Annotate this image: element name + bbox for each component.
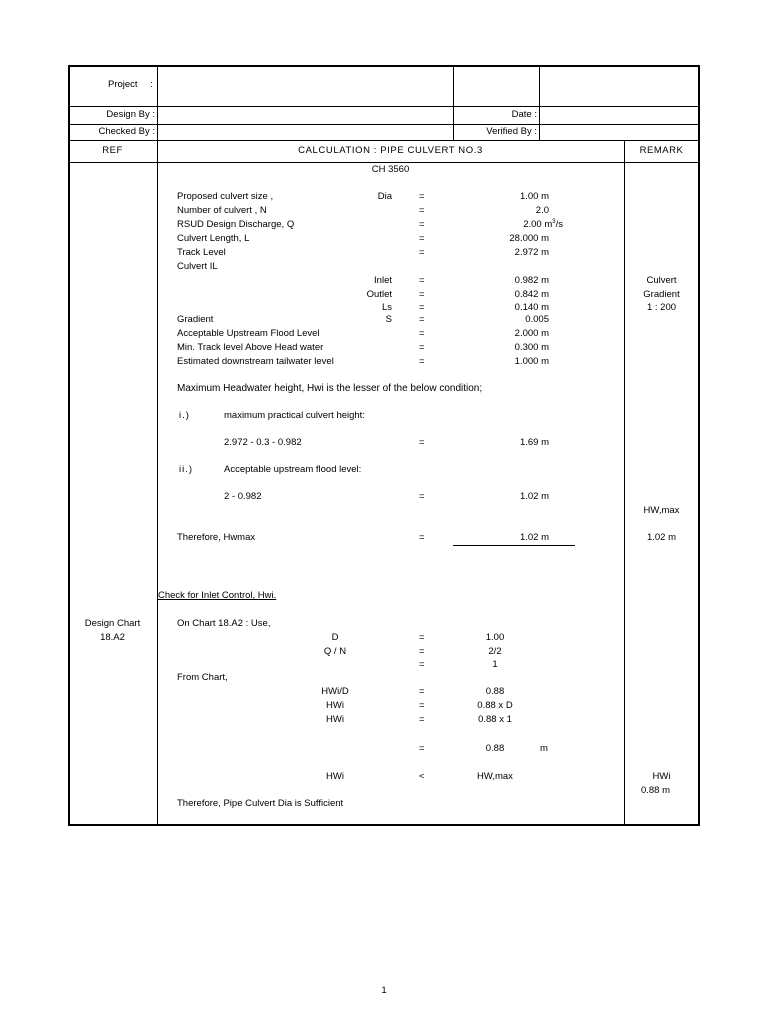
param-label: Min. Track level Above Head water bbox=[177, 342, 324, 353]
remark-hwmax-label: HW,max bbox=[643, 505, 680, 516]
remark-hwi-value: 0.88 m bbox=[640, 785, 671, 796]
therefore-hw-value: 1.02 m bbox=[519, 532, 549, 543]
param-value: 0.982 m bbox=[514, 275, 549, 286]
chart-row-sym: Q / N bbox=[323, 646, 347, 657]
param-label: Gradient bbox=[177, 314, 214, 325]
project-label-text: Project bbox=[108, 79, 138, 90]
result-value: 0.88 bbox=[485, 743, 505, 754]
cond2-text: Acceptable upstream flood level: bbox=[224, 464, 362, 475]
conclusion: Therefore, Pipe Culvert Dia is Sufficient bbox=[177, 798, 344, 809]
compare-op: < bbox=[419, 771, 425, 782]
param-value: 0.300 m bbox=[514, 342, 549, 353]
project-label-colon: : bbox=[150, 79, 153, 90]
chart-row-value: 2/2 bbox=[488, 646, 502, 657]
from-row-eq: = bbox=[419, 686, 425, 697]
from-row-value: 0.88 x 1 bbox=[478, 714, 512, 725]
param-equals: = bbox=[419, 314, 425, 325]
param-equals: = bbox=[419, 342, 425, 353]
inlet-heading: Check for Inlet Control, Hwi. bbox=[158, 590, 277, 601]
param-equals: = bbox=[419, 356, 425, 367]
verified-by-label: Verified By : bbox=[486, 126, 537, 137]
compare-value: HW,max bbox=[477, 771, 513, 782]
from-chart: From Chart, bbox=[177, 672, 228, 683]
from-row-value: 0.88 x D bbox=[477, 700, 513, 711]
from-row-sym: HWi/D bbox=[321, 686, 349, 697]
param-label: Proposed culvert size , bbox=[177, 191, 274, 202]
param-symbol: Dia bbox=[377, 191, 392, 202]
param-value bbox=[440, 219, 563, 231]
param-value-suffix: /s bbox=[555, 219, 563, 230]
param-value: 2.972 m bbox=[514, 247, 549, 258]
chainage: CH 3560 bbox=[371, 164, 410, 175]
param-value-text: 2.00 m bbox=[523, 219, 553, 230]
param-equals: = bbox=[419, 275, 425, 286]
param-label: Estimated downstream tailwater level bbox=[177, 356, 334, 367]
from-row-sym: HWi bbox=[326, 700, 344, 711]
hwmax-underline bbox=[453, 545, 575, 546]
ref-header: REF bbox=[102, 145, 123, 156]
cond1-value: 1.69 m bbox=[519, 437, 549, 448]
param-label: Number of culvert , N bbox=[177, 205, 267, 216]
cond1-num: i.) bbox=[179, 410, 190, 421]
param-value: 0.140 m bbox=[514, 302, 549, 313]
cond2-value: 1.02 m bbox=[519, 491, 549, 502]
param-equals: = bbox=[419, 289, 425, 300]
param-value: 2.000 m bbox=[514, 328, 549, 339]
cond1-text: maximum practical culvert height: bbox=[224, 410, 365, 421]
remark-culvert: Culvert bbox=[646, 275, 677, 286]
param-equals: = bbox=[419, 205, 425, 216]
param-equals: = bbox=[419, 302, 425, 313]
param-value: 1.000 m bbox=[514, 356, 549, 367]
chart-row-sym: D bbox=[331, 632, 339, 643]
param-symbol: Inlet bbox=[374, 275, 392, 286]
chart-row-value: 1.00 bbox=[485, 632, 505, 643]
param-equals: = bbox=[419, 233, 425, 244]
param-label: Culvert Length, L bbox=[177, 233, 250, 244]
remark-ratio: 1 : 200 bbox=[646, 302, 677, 313]
param-equals: = bbox=[419, 328, 425, 339]
param-symbol: S bbox=[385, 314, 392, 325]
param-value: 0.005 bbox=[525, 314, 549, 325]
ref-chart-number: 18.A2 bbox=[100, 632, 125, 643]
chart-row-value: 1 bbox=[492, 659, 498, 670]
param-value: 2.0 bbox=[535, 205, 549, 216]
remark-hwi-label: HWi bbox=[652, 771, 671, 782]
page-number: 1 bbox=[381, 985, 387, 996]
compare-sym: HWi bbox=[326, 771, 344, 782]
param-label: Acceptable Upstream Flood Level bbox=[177, 328, 320, 339]
therefore-hw-label: Therefore, Hwmax bbox=[177, 532, 256, 543]
checked-by-label: Checked By : bbox=[98, 126, 155, 137]
from-row-eq: = bbox=[419, 700, 425, 711]
project-label bbox=[108, 79, 153, 91]
param-value: 1.00 m bbox=[519, 191, 549, 202]
therefore-hw-eq: = bbox=[419, 532, 425, 543]
param-symbol: Ls bbox=[381, 302, 392, 313]
ref-design-chart: Design Chart bbox=[84, 618, 141, 629]
param-equals: = bbox=[419, 247, 425, 258]
remark-header: REMARK bbox=[639, 145, 684, 156]
chart-use: On Chart 18.A2 : Use, bbox=[177, 618, 271, 629]
cond1-calc: 2.972 - 0.3 - 0.982 bbox=[224, 437, 302, 448]
param-label: RSUD Design Discharge, Q bbox=[177, 219, 295, 230]
param-equals: = bbox=[419, 219, 425, 230]
param-value: 0.842 m bbox=[514, 289, 549, 300]
cond2-eq: = bbox=[419, 491, 425, 502]
result-unit: m bbox=[540, 743, 548, 754]
from-row-sym: HWi bbox=[326, 714, 344, 725]
design-by-label: Design By : bbox=[106, 109, 155, 120]
chart-row-eq: = bbox=[419, 646, 425, 657]
remark-hwmax-value: 1.02 m bbox=[646, 532, 677, 543]
cond2-num: ii.) bbox=[179, 464, 194, 475]
param-value-sup: 3 bbox=[552, 218, 556, 225]
chart-row-eq: = bbox=[419, 632, 425, 643]
param-label: Track Level bbox=[177, 247, 226, 258]
cond1-eq: = bbox=[419, 437, 425, 448]
from-row-eq: = bbox=[419, 714, 425, 725]
cond2-calc: 2 - 0.982 bbox=[224, 491, 262, 502]
param-equals: = bbox=[419, 191, 425, 202]
hw-heading: Maximum Headwater height, Hwi is the lesser of the below condition; bbox=[177, 383, 483, 394]
param-symbol: Outlet bbox=[366, 289, 392, 300]
param-label: Culvert IL bbox=[177, 261, 218, 272]
from-row-value: 0.88 bbox=[485, 686, 505, 697]
date-label: Date : bbox=[511, 109, 537, 120]
remark-gradient: Gradient bbox=[643, 289, 680, 300]
result-eq: = bbox=[419, 743, 425, 754]
param-value: 28.000 m bbox=[509, 233, 549, 244]
chart-row-eq: = bbox=[419, 659, 425, 670]
calc-title: CALCULATION : PIPE CULVERT NO.3 bbox=[298, 145, 483, 156]
